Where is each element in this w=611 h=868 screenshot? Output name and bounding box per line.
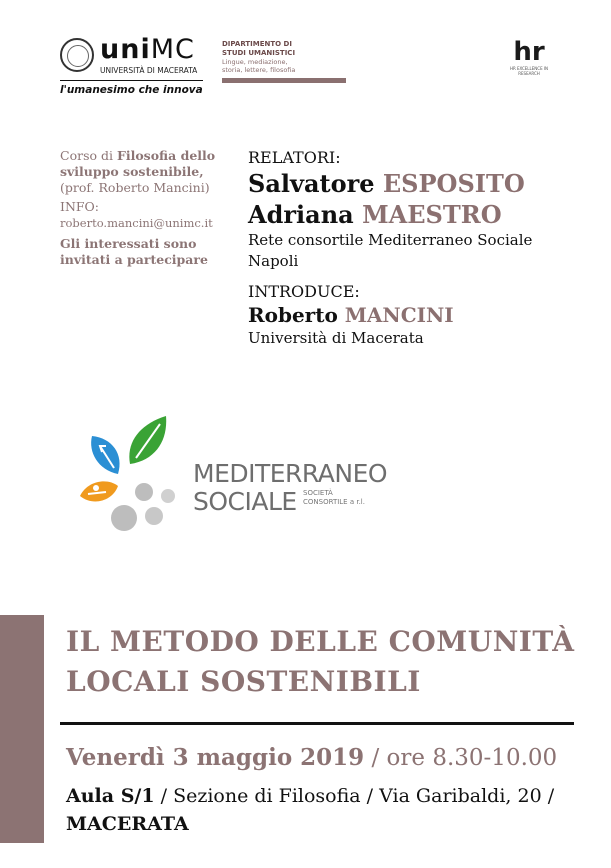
- event-title-line2: LOCALI SOSTENIBILI: [66, 665, 421, 698]
- partner-name-line1: MEDITERRANEO: [193, 459, 388, 488]
- dept-title-2: STUDI UMANISTICI: [222, 49, 296, 57]
- contact-email[interactable]: roberto.mancini@unimc.it: [60, 216, 213, 230]
- hr-caption: HR EXCELLENCE IN RESEARCH: [509, 66, 549, 76]
- partner-society: [303, 489, 365, 507]
- university-seal-icon: [60, 38, 94, 72]
- mancini-affiliation: Università di Macerata: [248, 329, 424, 347]
- speaker-mancini: Roberto MANCINI: [248, 303, 454, 327]
- event-location: Aula S/1 / Sezione di Filosofia / Via Garibaldi, 20 / MACERATA: [66, 785, 555, 835]
- accent-band: [0, 615, 44, 843]
- event-date: Venerdì 3 maggio 2019 / ore 8.30-10.00: [66, 744, 558, 771]
- mediterraneo-sociale-logo: [78, 412, 398, 542]
- hr-mark: hr: [513, 37, 545, 67]
- speaker-maestro: Adriana MAESTRO: [248, 200, 502, 229]
- dept-sub-2: storia, lettere, filosofia: [222, 66, 296, 74]
- partner-society-2: CONSORTILE a r.l.: [303, 498, 365, 506]
- course-line: Corso di Filosofia dello sviluppo sostenibile,: [60, 148, 216, 179]
- speakers-block: [248, 148, 588, 349]
- speakers-affiliation-1: Rete consortile Mediterraneo Sociale: [248, 231, 533, 249]
- leaf-cluster-icon: [78, 412, 188, 542]
- unimc-motto: l'umanesimo che innova: [60, 80, 203, 96]
- invite-text: Gli interessati sono invitati a partecipare: [60, 236, 208, 267]
- dept-divider: [222, 78, 346, 83]
- dept-title-1: DIPARTIMENTO DI: [222, 40, 292, 48]
- dept-sub-1: Lingue, mediazione,: [222, 58, 288, 66]
- relatori-label: RELATORI:: [248, 148, 341, 167]
- unimc-logo: [60, 34, 203, 96]
- course-professor: (prof. Roberto Mancini): [60, 180, 210, 195]
- title-rule: [60, 722, 574, 725]
- speaker-esposito: Salvatore ESPOSITO: [248, 169, 525, 198]
- unimc-wordmark: uniMC: [100, 34, 195, 65]
- event-title-line1: IL METODO DELLE COMUNITÀ: [66, 625, 575, 658]
- introduce-label: INTRODUCE:: [248, 282, 360, 301]
- partner-society-1: SOCIETÀ: [303, 489, 333, 497]
- hr-excellence-logo: [507, 38, 551, 82]
- event-title: [66, 622, 586, 702]
- partner-name: [193, 460, 387, 516]
- unimc-subtitle: UNIVERSITÀ DI MACERATA: [100, 66, 198, 75]
- department-logo: [222, 40, 346, 83]
- course-info: [60, 148, 235, 268]
- info-label: INFO:: [60, 199, 100, 214]
- speakers-affiliation-2: Napoli: [248, 252, 299, 270]
- partner-name-line2: SOCIALE: [193, 487, 297, 516]
